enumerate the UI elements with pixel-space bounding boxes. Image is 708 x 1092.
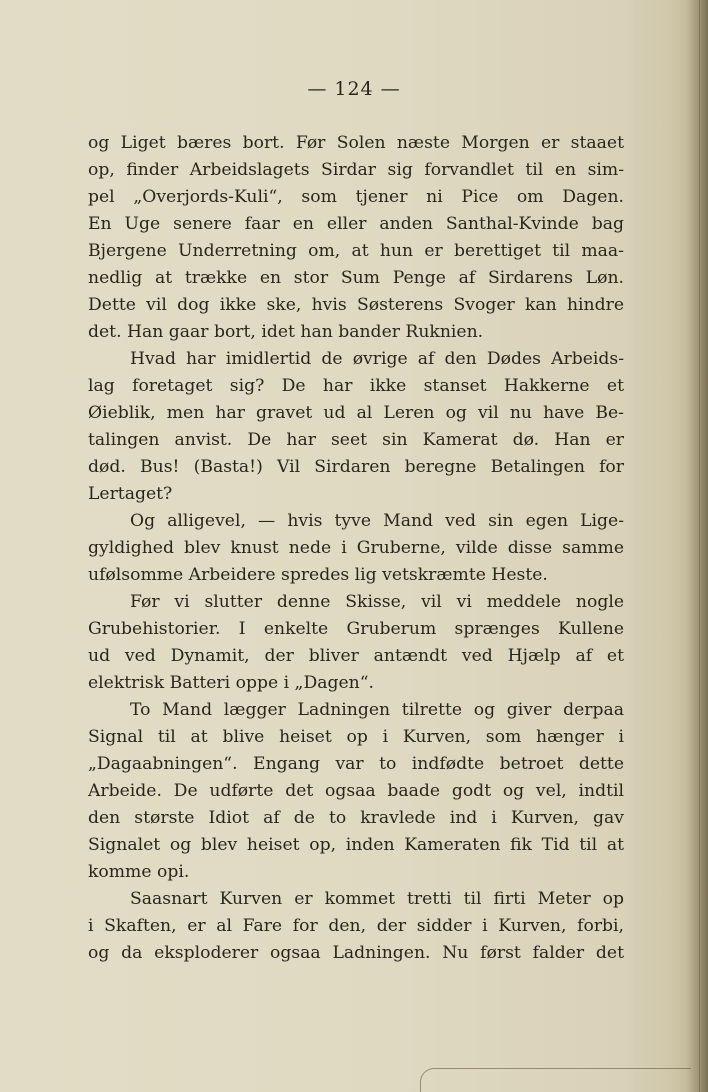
text-line: Og alligevel, — hvis tyve Mand ved sin egen Lige- bbox=[130, 511, 624, 531]
text-line: Saasnart Kurven er kommet tretti til firti Meter op bbox=[130, 889, 624, 909]
text-line: Hvad har imidlertid de øvrige af den Dødes Arbeids- bbox=[130, 349, 624, 369]
text-line: og da eksploderer ogsaa Ladningen. Nu først falder det bbox=[88, 943, 624, 963]
text-line: det. Han gaar bort, idet han bander Ruknien. bbox=[88, 322, 484, 342]
text-line: Bjergene Underretning om, at hun er berettiget til maa- bbox=[88, 241, 624, 261]
page-number: — 124 — bbox=[307, 78, 401, 100]
text-line: Signalet og blev heiset op, inden Kameraten fik Tid til at bbox=[88, 835, 624, 855]
page-edge bbox=[699, 0, 700, 1092]
text-line: „Dagaabningen“. Engang var to indfødte betroet dette bbox=[88, 754, 624, 774]
text-line: lag foretaget sig? De har ikke stanset Hakkerne et bbox=[88, 376, 624, 396]
body-text bbox=[88, 130, 624, 967]
text-line: Grubehistorier. I enkelte Gruberum sprænges Kullene bbox=[88, 619, 624, 639]
text-line: Øieblik, men har gravet ud al Leren og vil nu have Be- bbox=[88, 403, 624, 423]
text-line: ud ved Dynamit, der bliver antændt ved Hjælp af et bbox=[88, 646, 624, 666]
binding-shadow bbox=[686, 0, 708, 1092]
text-line: op, finder Arbeidslagets Sirdar sig forvandlet til en sim- bbox=[88, 160, 624, 180]
text-line: elektrisk Batteri oppe i „Dagen“. bbox=[88, 673, 374, 693]
text-line: ufølsomme Arbeidere spredes lig vetskræmte Heste. bbox=[88, 565, 548, 585]
text-line: Signal til at blive heiset op i Kurven, som hænger i bbox=[88, 727, 624, 747]
text-line: nedlig at trække en stor Sum Penge af Sirdarens Løn. bbox=[88, 268, 624, 288]
text-line: Dette vil dog ikke ske, hvis Søsterens Svoger kan hindre bbox=[88, 295, 624, 315]
text-line: Arbeide. De udførte det ogsaa baade godt og vel, indtil bbox=[88, 781, 624, 801]
text-line: To Mand lægger Ladningen tilrette og giver derpaa bbox=[130, 700, 624, 720]
text-line: Lertaget? bbox=[88, 484, 173, 504]
text-line: og Liget bæres bort. Før Solen næste Morgen er staaet bbox=[88, 133, 624, 153]
text-line: den største Idiot af de to kravlede ind i Kurven, gav bbox=[88, 808, 624, 828]
text-line: pel „Overjords-Kuli“, som tjener ni Pice om Dagen. bbox=[88, 187, 624, 207]
page-corner-curl bbox=[420, 1068, 691, 1092]
text-line: gyldighed blev knust nede i Gruberne, vilde disse samme bbox=[88, 538, 624, 558]
text-line: død. Bus! (Basta!) Vil Sirdaren beregne Betalingen for bbox=[88, 457, 624, 477]
text-line: En Uge senere faar en eller anden Santhal-Kvinde bag bbox=[88, 214, 624, 234]
text-line: i Skaften, er al Fare for den, der sidder i Kurven, forbi, bbox=[88, 916, 624, 936]
text-line: talingen anvist. De har seet sin Kamerat dø. Han er bbox=[88, 430, 624, 450]
text-line: komme opi. bbox=[88, 862, 190, 882]
text-line: Før vi slutter denne Skisse, vil vi meddele nogle bbox=[130, 592, 624, 612]
